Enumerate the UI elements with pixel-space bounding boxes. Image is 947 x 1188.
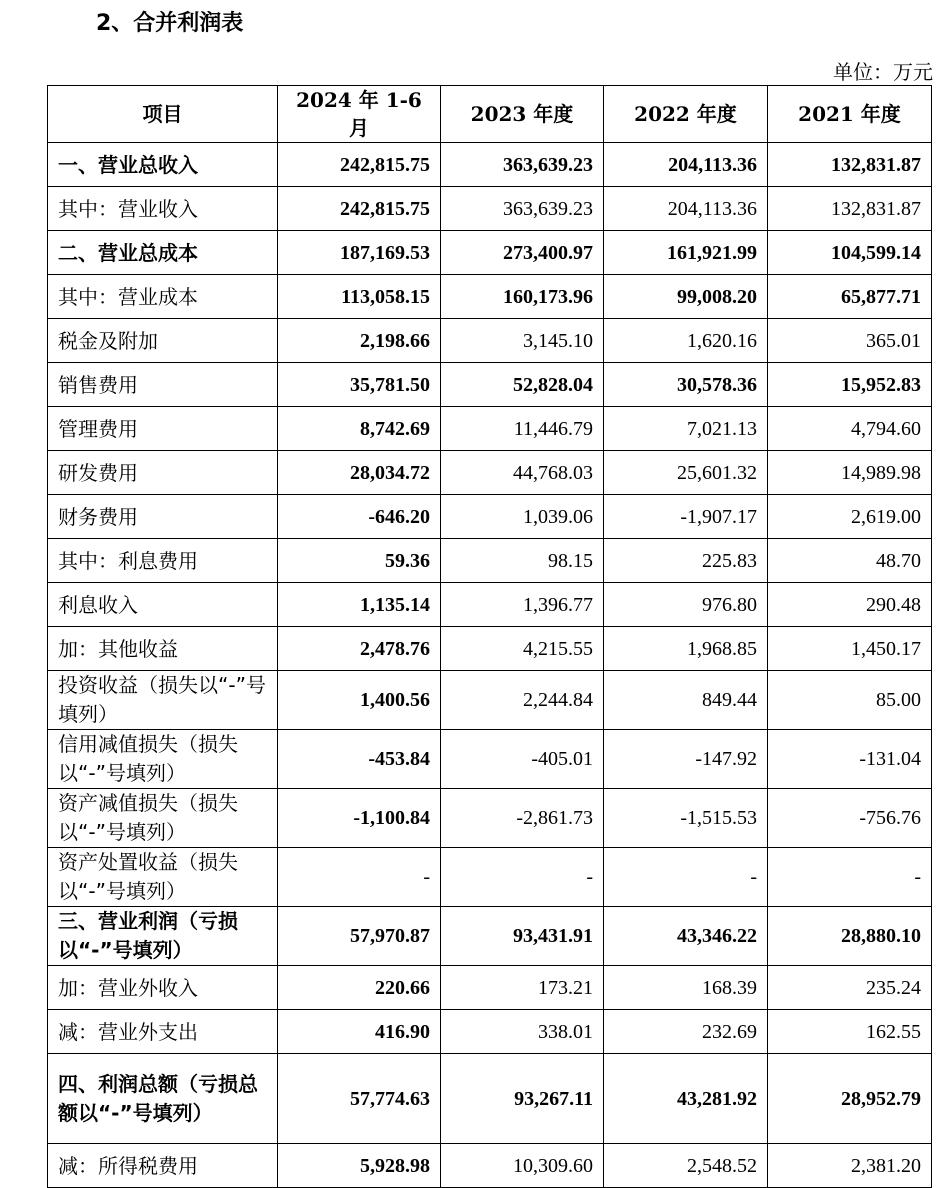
cell-value: 132,831.87: [768, 187, 932, 231]
header-2022: 2022 年度: [604, 86, 768, 143]
table-row: [48, 1054, 932, 1144]
row-label: 四、利润总额（亏损总额以“-”号填列）: [48, 1054, 278, 1144]
table-row: [48, 1144, 932, 1188]
header-item: 项目: [48, 86, 278, 143]
cell-value: 232.69: [604, 1010, 768, 1054]
table-row: [48, 583, 932, 627]
cell-value: 4,794.60: [768, 407, 932, 451]
cell-value: -756.76: [768, 789, 932, 848]
table-row: [48, 539, 932, 583]
cell-value: 849.44: [604, 671, 768, 730]
table-row: [48, 231, 932, 275]
cell-value: 273,400.97: [441, 231, 604, 275]
cell-value: 28,034.72: [278, 451, 441, 495]
cell-value: 43,346.22: [604, 907, 768, 966]
cell-value: 65,877.71: [768, 275, 932, 319]
row-label: 利息收入: [48, 583, 278, 627]
cell-value: 1,400.56: [278, 671, 441, 730]
row-label: 减：营业外支出: [48, 1010, 278, 1054]
table-row: [48, 966, 932, 1010]
cell-value: 204,113.36: [604, 143, 768, 187]
cell-value: 93,431.91: [441, 907, 604, 966]
cell-value: 7,021.13: [604, 407, 768, 451]
cell-value: 2,619.00: [768, 495, 932, 539]
table-row: [48, 907, 932, 966]
header-2021: 2021 年度: [768, 86, 932, 143]
cell-value: 48.70: [768, 539, 932, 583]
unit-label: 单位：万元: [833, 60, 933, 84]
table-row: [48, 187, 932, 231]
table-row: [48, 789, 932, 848]
cell-value: 132,831.87: [768, 143, 932, 187]
cell-value: 4,215.55: [441, 627, 604, 671]
row-label: 其中：营业成本: [48, 275, 278, 319]
table-row: [48, 451, 932, 495]
cell-value: -: [604, 848, 768, 907]
cell-value: 25,601.32: [604, 451, 768, 495]
cell-value: 98.15: [441, 539, 604, 583]
cell-value: -: [441, 848, 604, 907]
cell-value: 1,620.16: [604, 319, 768, 363]
cell-value: 220.66: [278, 966, 441, 1010]
cell-value: 2,381.20: [768, 1144, 932, 1188]
cell-value: -131.04: [768, 730, 932, 789]
cell-value: 365.01: [768, 319, 932, 363]
cell-value: 338.01: [441, 1010, 604, 1054]
cell-value: 85.00: [768, 671, 932, 730]
cell-value: 30,578.36: [604, 363, 768, 407]
table-row: [48, 730, 932, 789]
table-row: [48, 671, 932, 730]
row-label: 信用减值损失（损失以“-”号填列）: [48, 730, 278, 789]
cell-value: 2,198.66: [278, 319, 441, 363]
cell-value: 59.36: [278, 539, 441, 583]
cell-value: -1,907.17: [604, 495, 768, 539]
cell-value: 242,815.75: [278, 187, 441, 231]
row-label: 销售费用: [48, 363, 278, 407]
row-label: 税金及附加: [48, 319, 278, 363]
row-label: 资产处置收益（损失以“-”号填列）: [48, 848, 278, 907]
cell-value: 235.24: [768, 966, 932, 1010]
cell-value: -646.20: [278, 495, 441, 539]
cell-value: 976.80: [604, 583, 768, 627]
row-label: 加：其他收益: [48, 627, 278, 671]
table-row: [48, 363, 932, 407]
cell-value: 99,008.20: [604, 275, 768, 319]
row-label: 管理费用: [48, 407, 278, 451]
cell-value: 2,548.52: [604, 1144, 768, 1188]
row-label: 二、营业总成本: [48, 231, 278, 275]
cell-value: 43,281.92: [604, 1054, 768, 1144]
cell-value: 161,921.99: [604, 231, 768, 275]
income-statement-table: [47, 85, 932, 1188]
cell-value: 28,952.79: [768, 1054, 932, 1144]
cell-value: 242,815.75: [278, 143, 441, 187]
cell-value: 187,169.53: [278, 231, 441, 275]
cell-value: 8,742.69: [278, 407, 441, 451]
cell-value: 160,173.96: [441, 275, 604, 319]
cell-value: 290.48: [768, 583, 932, 627]
cell-value: -2,861.73: [441, 789, 604, 848]
table-row: [48, 495, 932, 539]
cell-value: 113,058.15: [278, 275, 441, 319]
table-row: [48, 848, 932, 907]
cell-value: 35,781.50: [278, 363, 441, 407]
cell-value: 1,968.85: [604, 627, 768, 671]
table-row: [48, 1010, 932, 1054]
row-label: 财务费用: [48, 495, 278, 539]
header-row: [48, 86, 932, 143]
cell-value: 93,267.11: [441, 1054, 604, 1144]
cell-value: 1,039.06: [441, 495, 604, 539]
cell-value: -405.01: [441, 730, 604, 789]
cell-value: 1,135.14: [278, 583, 441, 627]
cell-value: -: [278, 848, 441, 907]
cell-value: 44,768.03: [441, 451, 604, 495]
cell-value: 104,599.14: [768, 231, 932, 275]
cell-value: 28,880.10: [768, 907, 932, 966]
table-row: [48, 407, 932, 451]
cell-value: 52,828.04: [441, 363, 604, 407]
row-label: 三、营业利润（亏损以“-”号填列）: [48, 907, 278, 966]
cell-value: 225.83: [604, 539, 768, 583]
row-label: 其中：营业收入: [48, 187, 278, 231]
cell-value: 416.90: [278, 1010, 441, 1054]
table-row: [48, 275, 932, 319]
header-2024h1: 2024 年 1-6 月: [278, 86, 441, 143]
row-label: 资产减值损失（损失以“-”号填列）: [48, 789, 278, 848]
cell-value: -1,100.84: [278, 789, 441, 848]
cell-value: -1,515.53: [604, 789, 768, 848]
cell-value: 57,774.63: [278, 1054, 441, 1144]
cell-value: 57,970.87: [278, 907, 441, 966]
cell-value: -: [768, 848, 932, 907]
cell-value: 1,396.77: [441, 583, 604, 627]
row-label: 投资收益（损失以“-”号填列）: [48, 671, 278, 730]
row-label: 其中：利息费用: [48, 539, 278, 583]
cell-value: 11,446.79: [441, 407, 604, 451]
cell-value: 2,478.76: [278, 627, 441, 671]
table-row: [48, 319, 932, 363]
cell-value: -147.92: [604, 730, 768, 789]
cell-value: 363,639.23: [441, 187, 604, 231]
cell-value: 162.55: [768, 1010, 932, 1054]
header-2023: 2023 年度: [441, 86, 604, 143]
row-label: 研发费用: [48, 451, 278, 495]
cell-value: 10,309.60: [441, 1144, 604, 1188]
table-row: [48, 627, 932, 671]
row-label: 一、营业总收入: [48, 143, 278, 187]
row-label: 减：所得税费用: [48, 1144, 278, 1188]
cell-value: 15,952.83: [768, 363, 932, 407]
cell-value: 3,145.10: [441, 319, 604, 363]
cell-value: 5,928.98: [278, 1144, 441, 1188]
cell-value: 14,989.98: [768, 451, 932, 495]
cell-value: -453.84: [278, 730, 441, 789]
cell-value: 1,450.17: [768, 627, 932, 671]
cell-value: 168.39: [604, 966, 768, 1010]
cell-value: 363,639.23: [441, 143, 604, 187]
section-title: 2、合并利润表: [96, 11, 244, 36]
table-row: [48, 143, 932, 187]
cell-value: 2,244.84: [441, 671, 604, 730]
row-label: 加：营业外收入: [48, 966, 278, 1010]
cell-value: 173.21: [441, 966, 604, 1010]
cell-value: 204,113.36: [604, 187, 768, 231]
